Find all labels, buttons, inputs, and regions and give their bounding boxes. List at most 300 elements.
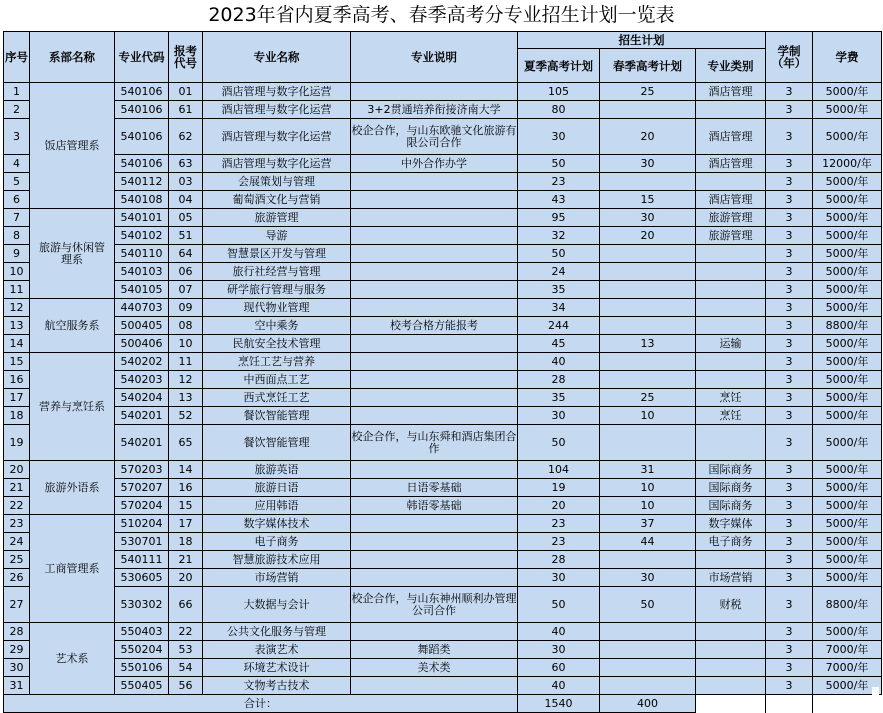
fee-cell: 8800/年 <box>813 587 882 623</box>
category-cell <box>696 317 766 335</box>
table-row <box>4 227 882 245</box>
seq-cell: 20 <box>4 461 30 479</box>
major-code-cell: 540101 <box>115 209 169 227</box>
note-cell: 中外合作办学 <box>351 155 518 173</box>
major-name-cell: 会展策划与管理 <box>203 173 351 191</box>
seq-cell: 19 <box>4 425 30 461</box>
years-cell: 3 <box>766 245 813 263</box>
total-summer: 1540 <box>518 695 600 713</box>
major-code-cell: 510204 <box>115 515 169 533</box>
table-row <box>4 83 882 101</box>
dept-cell: 旅游外语系 <box>30 461 115 515</box>
table-row <box>4 335 882 353</box>
spring-cell <box>600 263 696 281</box>
table-row <box>4 245 882 263</box>
header-major-name: 专业名称 <box>203 32 351 83</box>
apply-code-cell: 15 <box>169 497 203 515</box>
years-cell: 3 <box>766 515 813 533</box>
major-code-cell: 540204 <box>115 389 169 407</box>
table-row <box>4 209 882 227</box>
spring-cell: 30 <box>600 209 696 227</box>
apply-code-cell: 56 <box>169 677 203 695</box>
category-cell <box>696 677 766 695</box>
seq-cell: 12 <box>4 299 30 317</box>
summer-cell: 60 <box>518 659 600 677</box>
major-code-cell: 540105 <box>115 281 169 299</box>
summer-cell: 80 <box>518 101 600 119</box>
apply-code-cell: 10 <box>169 335 203 353</box>
spring-cell <box>600 317 696 335</box>
category-cell: 旅游管理 <box>696 209 766 227</box>
spring-cell <box>600 641 696 659</box>
apply-code-cell: 03 <box>169 173 203 191</box>
table-row <box>4 407 882 425</box>
fee-cell: 5000/年 <box>813 371 882 389</box>
category-cell: 国际商务 <box>696 461 766 479</box>
table-row <box>4 461 882 479</box>
note-cell: 舞蹈类 <box>351 641 518 659</box>
fee-cell: 5000/年 <box>813 245 882 263</box>
note-cell <box>351 551 518 569</box>
note-cell: 日语零基础 <box>351 479 518 497</box>
major-code-cell: 440703 <box>115 299 169 317</box>
major-code-cell: 570204 <box>115 497 169 515</box>
note-cell <box>351 299 518 317</box>
table-row <box>4 299 882 317</box>
major-name-cell: 酒店管理与数字化运营 <box>203 155 351 173</box>
dept-cell: 工商管理系 <box>30 515 115 623</box>
note-cell: 校考合格方能报考 <box>351 317 518 335</box>
note-cell <box>351 569 518 587</box>
summer-cell: 30 <box>518 569 600 587</box>
summer-cell: 20 <box>518 497 600 515</box>
category-cell: 酒店管理 <box>696 119 766 155</box>
table-row <box>4 677 882 695</box>
spring-cell: 44 <box>600 533 696 551</box>
major-name-cell: 酒店管理与数字化运营 <box>203 83 351 101</box>
category-cell <box>696 173 766 191</box>
summer-cell: 23 <box>518 173 600 191</box>
years-cell: 3 <box>766 461 813 479</box>
summer-cell: 35 <box>518 281 600 299</box>
seq-cell: 23 <box>4 515 30 533</box>
table-row <box>4 623 882 641</box>
seq-cell: 24 <box>4 533 30 551</box>
spring-cell <box>600 173 696 191</box>
major-name-cell: 大数据与会计 <box>203 587 351 623</box>
table-row <box>4 479 882 497</box>
major-code-cell: 540108 <box>115 191 169 209</box>
page-title: 2023年省内夏季高考、春季高考分专业招生计划一览表 <box>0 0 883 31</box>
spring-cell: 10 <box>600 407 696 425</box>
seq-cell: 13 <box>4 317 30 335</box>
major-code-cell: 540102 <box>115 227 169 245</box>
apply-code-cell: 66 <box>169 587 203 623</box>
major-code-cell: 540111 <box>115 551 169 569</box>
summer-cell: 30 <box>518 641 600 659</box>
spring-cell <box>600 659 696 677</box>
apply-code-cell: 54 <box>169 659 203 677</box>
major-code-cell: 540202 <box>115 353 169 371</box>
watermark <box>872 687 879 698</box>
summer-cell: 244 <box>518 317 600 335</box>
seq-cell: 21 <box>4 479 30 497</box>
major-name-cell: 导游 <box>203 227 351 245</box>
years-cell: 3 <box>766 533 813 551</box>
total-empty-cell <box>766 695 813 713</box>
seq-cell: 8 <box>4 227 30 245</box>
major-code-cell: 540110 <box>115 245 169 263</box>
years-cell: 3 <box>766 83 813 101</box>
note-cell <box>351 335 518 353</box>
major-name-cell: 酒店管理与数字化运营 <box>203 101 351 119</box>
table-row <box>4 569 882 587</box>
table-row <box>4 551 882 569</box>
table-row <box>4 173 882 191</box>
category-cell <box>696 659 766 677</box>
summer-cell: 43 <box>518 191 600 209</box>
spring-cell <box>600 551 696 569</box>
apply-code-cell: 05 <box>169 209 203 227</box>
spring-cell <box>600 299 696 317</box>
major-code-cell: 500405 <box>115 317 169 335</box>
category-cell <box>696 371 766 389</box>
apply-code-cell: 18 <box>169 533 203 551</box>
summer-cell: 28 <box>518 371 600 389</box>
major-name-cell: 市场营销 <box>203 569 351 587</box>
apply-code-cell: 61 <box>169 101 203 119</box>
note-cell <box>351 533 518 551</box>
fee-cell: 5000/年 <box>813 389 882 407</box>
category-cell: 烹饪 <box>696 407 766 425</box>
years-cell: 3 <box>766 677 813 695</box>
summer-cell: 40 <box>518 623 600 641</box>
seq-cell: 30 <box>4 659 30 677</box>
spring-cell <box>600 677 696 695</box>
seq-cell: 11 <box>4 281 30 299</box>
years-cell: 3 <box>766 353 813 371</box>
apply-code-cell: 07 <box>169 281 203 299</box>
major-name-cell: 研学旅行管理与服务 <box>203 281 351 299</box>
seq-cell: 31 <box>4 677 30 695</box>
years-cell: 3 <box>766 659 813 677</box>
table-row <box>4 587 882 623</box>
table-row <box>4 371 882 389</box>
major-code-cell: 540106 <box>115 83 169 101</box>
apply-code-cell: 01 <box>169 83 203 101</box>
category-cell: 酒店管理 <box>696 191 766 209</box>
years-cell: 3 <box>766 155 813 173</box>
summer-cell: 32 <box>518 227 600 245</box>
years-cell: 3 <box>766 191 813 209</box>
summer-cell: 104 <box>518 461 600 479</box>
category-cell <box>696 245 766 263</box>
major-name-cell: 数字媒体技术 <box>203 515 351 533</box>
fee-cell: 5000/年 <box>813 119 882 155</box>
category-cell <box>696 641 766 659</box>
summer-cell: 50 <box>518 587 600 623</box>
category-cell <box>696 281 766 299</box>
fee-cell: 5000/年 <box>813 461 882 479</box>
fee-cell: 5000/年 <box>813 173 882 191</box>
fee-cell: 5000/年 <box>813 83 882 101</box>
years-cell: 3 <box>766 119 813 155</box>
spring-cell: 50 <box>600 587 696 623</box>
fee-cell: 5000/年 <box>813 299 882 317</box>
apply-code-cell: 16 <box>169 479 203 497</box>
years-cell: 3 <box>766 641 813 659</box>
apply-code-cell: 20 <box>169 569 203 587</box>
note-cell <box>351 245 518 263</box>
table-row <box>4 497 882 515</box>
major-code-cell: 540106 <box>115 119 169 155</box>
major-code-cell: 530605 <box>115 569 169 587</box>
category-cell <box>696 551 766 569</box>
seq-cell: 28 <box>4 623 30 641</box>
total-empty-cell <box>696 695 766 713</box>
seq-cell: 17 <box>4 389 30 407</box>
note-cell <box>351 173 518 191</box>
summer-cell: 34 <box>518 299 600 317</box>
spring-cell <box>600 353 696 371</box>
years-cell: 3 <box>766 587 813 623</box>
fee-cell: 8800/年 <box>813 317 882 335</box>
category-cell <box>696 425 766 461</box>
seq-cell: 5 <box>4 173 30 191</box>
fee-cell: 5000/年 <box>813 209 882 227</box>
years-cell: 3 <box>766 371 813 389</box>
years-cell: 3 <box>766 101 813 119</box>
spring-cell: 13 <box>600 335 696 353</box>
category-cell: 酒店管理 <box>696 155 766 173</box>
years-cell: 3 <box>766 623 813 641</box>
apply-code-cell: 14 <box>169 461 203 479</box>
major-code-cell: 540203 <box>115 371 169 389</box>
spring-cell <box>600 101 696 119</box>
header-plan: 招生计划 <box>518 32 766 49</box>
apply-code-cell: 04 <box>169 191 203 209</box>
summer-cell: 105 <box>518 83 600 101</box>
major-name-cell: 烹饪工艺与营养 <box>203 353 351 371</box>
dept-cell: 航空服务系 <box>30 299 115 353</box>
years-cell: 3 <box>766 407 813 425</box>
summer-cell: 50 <box>518 425 600 461</box>
major-name-cell: 餐饮智能管理 <box>203 407 351 425</box>
category-cell: 国际商务 <box>696 497 766 515</box>
dept-cell: 营养与烹饪系 <box>30 353 115 461</box>
category-cell: 旅游管理 <box>696 227 766 245</box>
major-code-cell: 540103 <box>115 263 169 281</box>
category-cell <box>696 263 766 281</box>
apply-code-cell: 09 <box>169 299 203 317</box>
major-name-cell: 电子商务 <box>203 533 351 551</box>
summer-cell: 35 <box>518 389 600 407</box>
major-name-cell: 文物考古技术 <box>203 677 351 695</box>
fee-cell: 5000/年 <box>813 281 882 299</box>
category-cell <box>696 623 766 641</box>
summer-cell: 23 <box>518 533 600 551</box>
spring-cell: 30 <box>600 569 696 587</box>
summer-cell: 30 <box>518 407 600 425</box>
major-name-cell: 旅游日语 <box>203 479 351 497</box>
note-cell <box>351 515 518 533</box>
seq-cell: 15 <box>4 353 30 371</box>
apply-code-cell: 65 <box>169 425 203 461</box>
major-name-cell: 公共文化服务与管理 <box>203 623 351 641</box>
summer-cell: 45 <box>518 335 600 353</box>
seq-cell: 22 <box>4 497 30 515</box>
spring-cell <box>600 425 696 461</box>
fee-cell: 5000/年 <box>813 263 882 281</box>
fee-cell: 12000/年 <box>813 155 882 173</box>
spring-cell <box>600 371 696 389</box>
table-row <box>4 515 882 533</box>
header-seq: 序号 <box>4 32 30 83</box>
note-cell <box>351 281 518 299</box>
seq-cell: 3 <box>4 119 30 155</box>
major-code-cell: 570203 <box>115 461 169 479</box>
major-code-cell: 540112 <box>115 173 169 191</box>
category-cell: 市场营销 <box>696 569 766 587</box>
table-row <box>4 281 882 299</box>
apply-code-cell: 63 <box>169 155 203 173</box>
fee-cell: 5000/年 <box>813 191 882 209</box>
fee-cell: 5000/年 <box>813 353 882 371</box>
spring-cell: 25 <box>600 389 696 407</box>
seq-cell: 14 <box>4 335 30 353</box>
years-cell: 3 <box>766 335 813 353</box>
major-name-cell: 智慧旅游技术应用 <box>203 551 351 569</box>
major-name-cell: 智慧景区开发与管理 <box>203 245 351 263</box>
spring-cell: 20 <box>600 227 696 245</box>
seq-cell: 4 <box>4 155 30 173</box>
note-cell <box>351 623 518 641</box>
apply-code-cell: 64 <box>169 245 203 263</box>
seq-cell: 1 <box>4 83 30 101</box>
note-cell <box>351 353 518 371</box>
spring-cell: 37 <box>600 515 696 533</box>
years-cell: 3 <box>766 209 813 227</box>
spring-cell <box>600 281 696 299</box>
major-name-cell: 中西面点工艺 <box>203 371 351 389</box>
table-row <box>4 425 882 461</box>
years-cell: 3 <box>766 317 813 335</box>
summer-cell: 50 <box>518 245 600 263</box>
spring-cell: 31 <box>600 461 696 479</box>
seq-cell: 9 <box>4 245 30 263</box>
major-name-cell: 空中乘务 <box>203 317 351 335</box>
years-cell: 3 <box>766 425 813 461</box>
years-cell: 3 <box>766 479 813 497</box>
fee-cell: 5000/年 <box>813 407 882 425</box>
seq-cell: 7 <box>4 209 30 227</box>
header-note: 专业说明 <box>351 32 518 83</box>
major-name-cell: 西式烹饪工艺 <box>203 389 351 407</box>
note-cell: 3+2贯通培养衔接济南大学 <box>351 101 518 119</box>
major-name-cell: 民航安全技术管理 <box>203 335 351 353</box>
header-spring: 春季高考计划 <box>600 49 696 83</box>
note-cell <box>351 371 518 389</box>
major-code-cell: 540201 <box>115 407 169 425</box>
table-row <box>4 317 882 335</box>
table-row <box>4 659 882 677</box>
seq-cell: 16 <box>4 371 30 389</box>
years-cell: 3 <box>766 569 813 587</box>
summer-cell: 30 <box>518 119 600 155</box>
table-row <box>4 263 882 281</box>
spring-cell <box>600 245 696 263</box>
fee-cell: 7000/年 <box>813 659 882 677</box>
fee-cell: 5000/年 <box>813 335 882 353</box>
years-cell: 3 <box>766 281 813 299</box>
major-code-cell: 550405 <box>115 677 169 695</box>
table-row <box>4 533 882 551</box>
dept-cell: 饭店管理系 <box>30 83 115 209</box>
apply-code-cell: 51 <box>169 227 203 245</box>
major-name-cell: 表演艺术 <box>203 641 351 659</box>
years-cell: 3 <box>766 299 813 317</box>
major-name-cell: 葡萄酒文化与营销 <box>203 191 351 209</box>
total-spring: 400 <box>600 695 696 713</box>
spring-cell <box>600 623 696 641</box>
major-name-cell: 应用韩语 <box>203 497 351 515</box>
category-cell <box>696 353 766 371</box>
dept-cell: 艺术系 <box>30 623 115 695</box>
years-cell: 3 <box>766 497 813 515</box>
note-cell: 校企合作，与山东欧驰文化旅游有限公司合作 <box>351 119 518 155</box>
category-cell <box>696 101 766 119</box>
major-code-cell: 530701 <box>115 533 169 551</box>
fee-cell: 5000/年 <box>813 515 882 533</box>
apply-code-cell: 53 <box>169 641 203 659</box>
header-category: 专业类别 <box>696 49 766 83</box>
major-code-cell: 540106 <box>115 101 169 119</box>
fee-cell: 7000/年 <box>813 641 882 659</box>
major-code-cell: 570207 <box>115 479 169 497</box>
seq-cell: 6 <box>4 191 30 209</box>
header-dept: 系部名称 <box>30 32 115 83</box>
summer-cell: 50 <box>518 155 600 173</box>
apply-code-cell: 52 <box>169 407 203 425</box>
header-summer: 夏季高考计划 <box>518 49 600 83</box>
major-name-cell: 餐饮智能管理 <box>203 425 351 461</box>
fee-cell: 5000/年 <box>813 101 882 119</box>
note-cell: 韩语零基础 <box>351 497 518 515</box>
table-row <box>4 191 882 209</box>
fee-cell: 5000/年 <box>813 479 882 497</box>
spring-cell: 30 <box>600 155 696 173</box>
apply-code-cell: 17 <box>169 515 203 533</box>
major-code-cell: 550106 <box>115 659 169 677</box>
spring-cell: 10 <box>600 479 696 497</box>
apply-code-cell: 21 <box>169 551 203 569</box>
seq-cell: 25 <box>4 551 30 569</box>
major-code-cell: 550403 <box>115 623 169 641</box>
summer-cell: 28 <box>518 551 600 569</box>
header-major-code: 专业代码 <box>115 32 169 83</box>
spring-cell: 10 <box>600 497 696 515</box>
note-cell <box>351 461 518 479</box>
major-code-cell: 550204 <box>115 641 169 659</box>
note-cell <box>351 677 518 695</box>
years-cell: 3 <box>766 551 813 569</box>
fee-cell: 5000/年 <box>813 533 882 551</box>
category-cell: 数字媒体 <box>696 515 766 533</box>
seq-cell: 2 <box>4 101 30 119</box>
category-cell <box>696 299 766 317</box>
enrollment-table <box>3 31 882 713</box>
fee-cell: 5000/年 <box>813 497 882 515</box>
